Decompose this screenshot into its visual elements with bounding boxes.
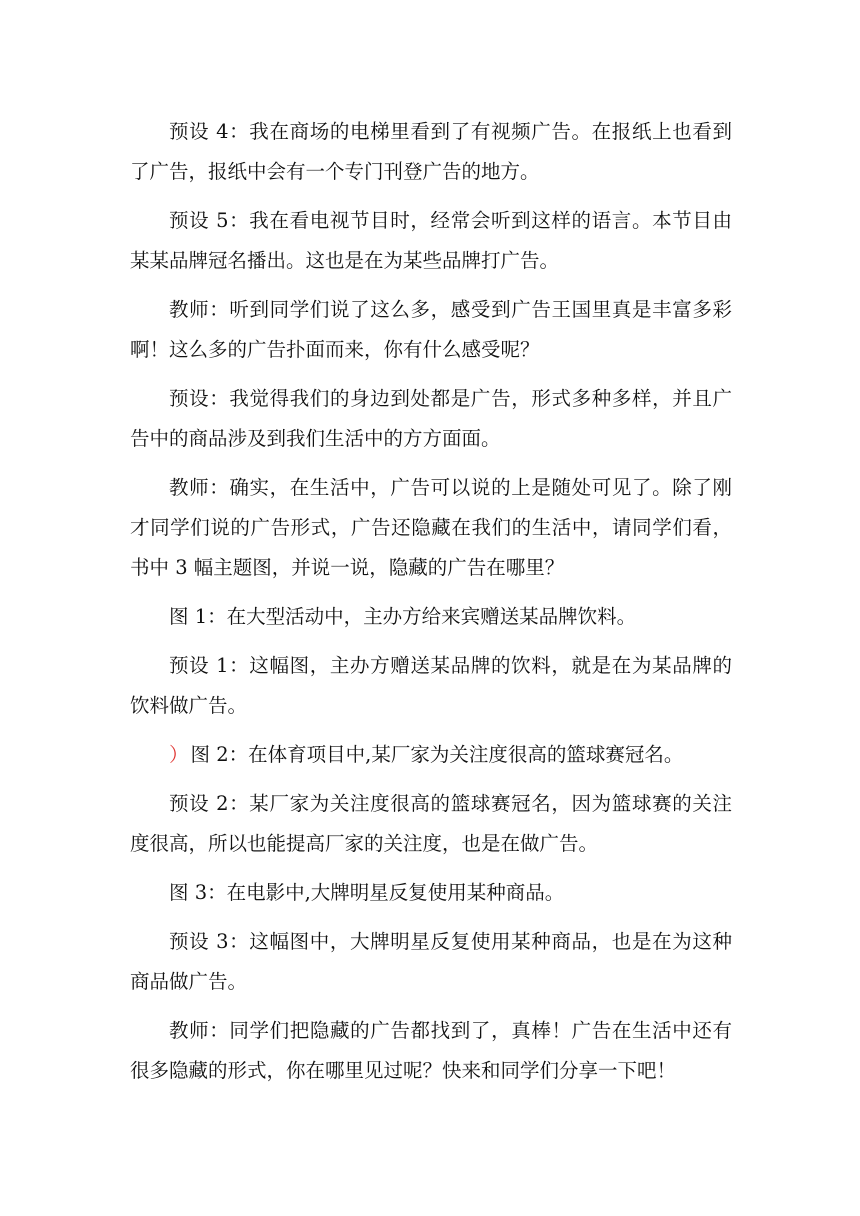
paragraph-figure-2-text: 图 2：在体育项目中,某厂家为关注度很高的篮球赛冠名。 bbox=[190, 743, 684, 766]
paragraph-figure-3: 图 3：在电影中,大牌明星反复使用某种商品。 bbox=[169, 881, 565, 904]
paragraph-preset-1: 预设 1：这幅图，主办方赠送某品牌的饮料，就是在为某品牌的饮料做广告。 bbox=[130, 654, 732, 717]
document-body bbox=[130, 112, 732, 1100]
paragraph-teacher-1: 教师：听到同学们说了这么多，感受到广告王国里真是丰富多彩啊！这么多的广告扑面而来，你有什么感受呢？ bbox=[130, 298, 732, 361]
paragraph-preset-2: 预设 2：某厂家为关注度很高的篮球赛冠名，因为篮球赛的关注度很高，所以也能提高厂家的关注度，也是在做广告。 bbox=[130, 792, 732, 855]
paragraph-teacher-3: 教师：同学们把隐藏的广告都找到了，真棒！广告在生活中还有很多隐藏的形式，你在哪里见过呢？快来和同学们分享一下吧！ bbox=[130, 1019, 732, 1082]
paragraph-figure-2 bbox=[130, 735, 732, 775]
paragraph-teacher-2: 教师：确实，在生活中，广告可以说的上是随处可见了。除了刚才同学们说的广告形式，广告还隐藏在我们的生活中，请同学们看，书中 3 幅主题图，并说一说，隐藏的广告在哪里？ bbox=[130, 476, 732, 579]
paragraph-figure-1: 图 1：在大型活动中，主办方给来宾赠送某品牌饮料。 bbox=[169, 605, 637, 628]
revision-marker: ） bbox=[169, 743, 189, 766]
paragraph-preset-5: 预设 5：我在看电视节目时，经常会听到这样的语言。本节目由某某品牌冠名播出。这也是在为某些品牌打广告。 bbox=[130, 209, 732, 272]
paragraph-preset-3: 预设 3：这幅图中，大牌明星反复使用某种商品，也是在为这种商品做广告。 bbox=[130, 930, 732, 993]
paragraph-preset-4: 预设 4：我在商场的电梯里看到了有视频广告。在报纸上也看到了广告，报纸中会有一个专门刊登广告的地方。 bbox=[130, 120, 732, 183]
paragraph-preset: 预设：我觉得我们的身边到处都是广告，形式多种多样，并且广告中的商品涉及到我们生活中的方方面面。 bbox=[130, 387, 732, 450]
